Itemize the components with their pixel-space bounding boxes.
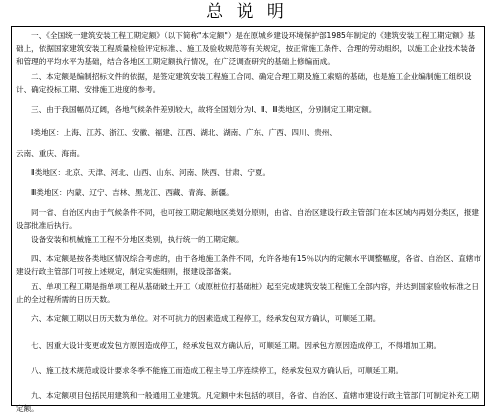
paragraph-8: 八、施工技术规范或设计要求冬季不能施工而造成工程主导工序连续停工，经承发包双方确认后，可顺延工期。 (31, 366, 404, 375)
paragraph-equipment: 设备安装和机械施工工程不分地区类别，执行统一的工期定额。 (31, 235, 244, 244)
region-class-2: Ⅱ类地区：北京、天津、河北、山西、山东、河南、陕西、甘肃、宁夏。 (31, 168, 271, 177)
paragraph-9: 九、本定额项目包括民用建筑和一般通用工业建筑。凡定额中未包括的项目，各省、自治区、直辖市建设行政主管部门可制定补充工期定额。 (16, 391, 480, 413)
region-class-1: Ⅰ类地区：上海、江苏、浙江、安徽、福建、江西、湖北、湖南、广东、广西、四川、贵州、 (31, 128, 337, 137)
paragraph-2: 二、本定额是编制招标文件的依据，是签定建筑安装工程施工合同、确定合理工期及施工索赔的基础，也是施工企业编制施工组织设计、确定投标工期、安排施工进度的参考。 (16, 72, 472, 94)
region-class-1-cont: 云南、重庆、海南。 (16, 149, 85, 158)
paragraph-6: 六、本定额工期以日历天数为单位。对不可抗力的因素造成工程停工，经承发包双方确认，可顺延工期。 (31, 314, 381, 323)
paragraph-1: 一、《全国统一建筑安装工程工期定额》（以下简称"本定额"）是在原城乡建设环境保护部1985年制定的《建筑安装工程工期定额》基础上，依据国家建筑安装工程质量检验评定标准、、施工及验收规范等有关规定，按正常施工条件、合理的劳动组织，以施工企业技术装备和管理的平均水平为基础，结合各地区工期定额执行情况，在广泛调查研究的基础上修编而成。 (16, 31, 476, 66)
paragraph-4: 四、本定额是按各类地区情况综合考虑的，由于各地施工条件不同，允许各地有15％以内的定额水平调整幅度，各省、自治区、直辖市建设行政主管部门可按上述规定，制定实施细则，报建设部备案。 (16, 254, 482, 276)
region-class-3: Ⅲ类地区：内蒙、辽宁、吉林、黑龙江、西藏、青海、新疆。 (31, 188, 234, 197)
paragraph-region-note: 同一省、自治区内由于气候条件不同，也可按工期定额地区类划分原则，由省、自治区建设行政主管部门在本区域内再划分类区，报建设部批准后执行。 (16, 208, 480, 230)
content-frame (11, 26, 485, 413)
paragraph-5: 五、单项工程工期是指单项工程从基础破土开工（或原桩位打基础桩）起至完成建筑安装工程施工全部内容，并达到国家验收标准之日止的全过程所需的日历天数。 (16, 282, 480, 304)
document-title: 总 说 明 (206, 2, 288, 22)
paragraph-7: 七、因重大设计变更或发包方原因造成停工，经承发包双方确认后，可顺延工期。因承包方原因造成停工，不得增加工期。 (31, 341, 442, 350)
paragraph-3: 三、由于我国幅员辽阔，各地气候条件差别较大，故将全国划分为Ⅰ、Ⅱ、Ⅲ类地区，分别制定工期定额。 (31, 105, 377, 114)
